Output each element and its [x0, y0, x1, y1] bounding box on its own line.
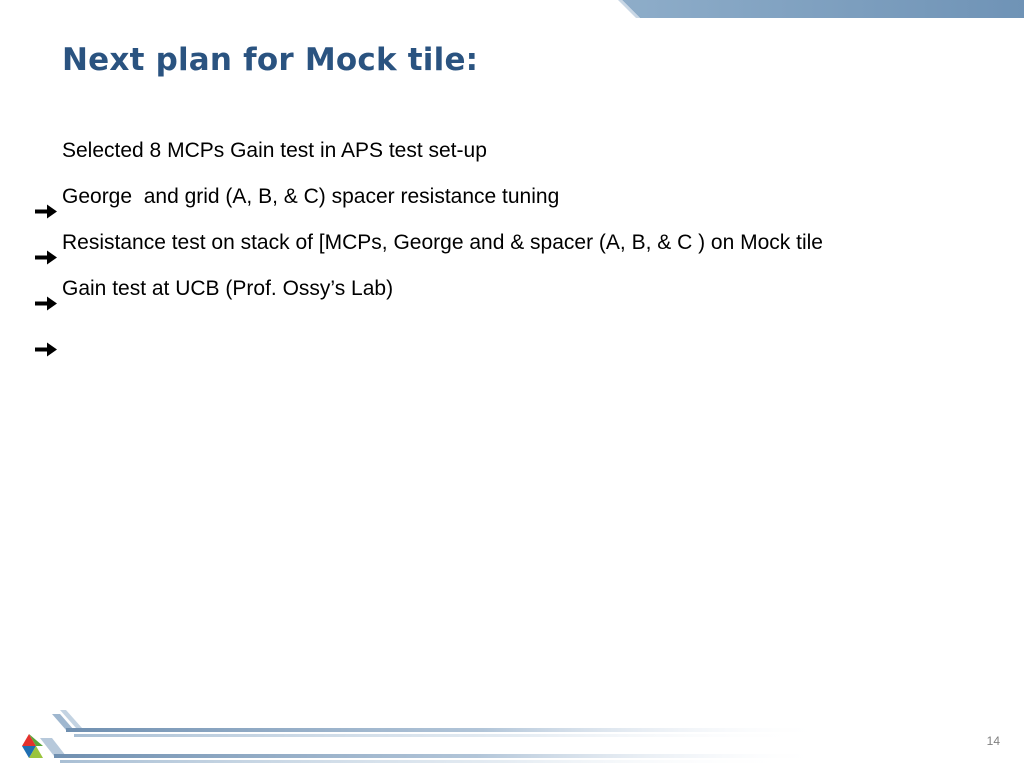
- bullet-item: [34, 136, 823, 182]
- right-arrow-icon: [34, 136, 62, 166]
- bullet-text: George and grid (A, B, & C) spacer resistance tuning: [62, 185, 560, 208]
- bullet-list: [34, 136, 823, 320]
- right-arrow-icon: [34, 228, 62, 258]
- bullet-text: Selected 8 MCPs Gain test in APS test set-up: [62, 139, 487, 162]
- bullet-text: Resistance test on stack of [MCPs, George and & spacer (A, B, & C ) on Mock tile: [62, 231, 823, 254]
- slide-title: Next plan for Mock tile:: [62, 42, 479, 78]
- argonne-logo-icon: [22, 734, 43, 758]
- right-arrow-icon: [34, 274, 62, 304]
- bullet-item: [34, 228, 823, 274]
- bullet-item: [34, 274, 823, 320]
- bullet-item: [34, 182, 823, 228]
- footer-decoration: [0, 708, 1024, 768]
- bullet-text: Gain test at UCB (Prof. Ossy’s Lab): [62, 277, 394, 300]
- top-band-decoration: [0, 0, 1024, 20]
- page-number: 14: [986, 734, 1000, 748]
- right-arrow-icon: [34, 182, 62, 212]
